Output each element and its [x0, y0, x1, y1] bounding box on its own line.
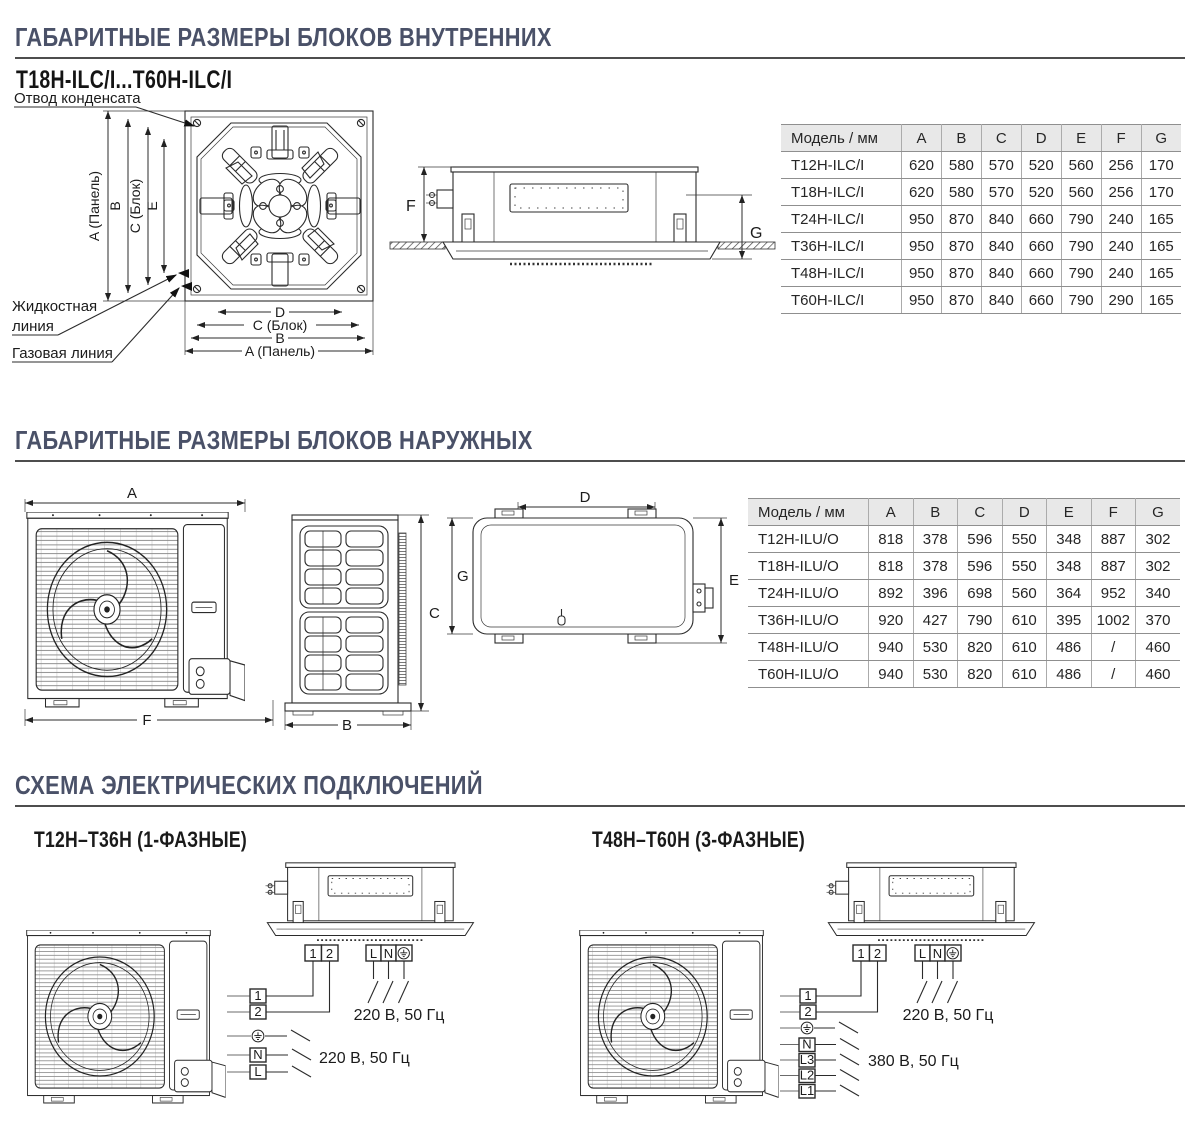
- table-row: [748, 634, 1180, 661]
- terminal-1: 1: [254, 988, 262, 1003]
- value-cell: 486: [1047, 634, 1092, 661]
- dim-a-panel-left: A (Панель): [86, 170, 102, 242]
- dim-a-bottom: A (Панель): [244, 343, 316, 359]
- indoor-unit: [266, 863, 474, 940]
- value-cell: 530: [913, 634, 958, 661]
- value-cell: 790: [1061, 287, 1101, 314]
- value-cell: 820: [958, 634, 1003, 661]
- value-cell: /: [1091, 634, 1136, 661]
- value-cell: 165: [1141, 206, 1181, 233]
- callout-liquid-2: линия: [12, 318, 54, 335]
- value-cell: 240: [1101, 260, 1141, 287]
- dim-column-header: C: [958, 499, 1003, 526]
- value-cell: 818: [869, 553, 914, 580]
- indoor-terminal-block: [305, 945, 338, 961]
- indoor-terminal-block: [853, 945, 886, 961]
- callout-liquid-1: Жидкостная: [12, 298, 98, 315]
- model-cell: T24H-ILU/O: [748, 580, 869, 607]
- value-cell: 560: [1061, 179, 1101, 206]
- value-cell: 660: [1021, 206, 1061, 233]
- value-cell: 610: [1002, 661, 1047, 688]
- terminal-n: N: [932, 946, 943, 961]
- outdoor-supply-wires: [814, 1022, 859, 1096]
- dim-column-header: C: [981, 125, 1021, 152]
- value-cell: 840: [981, 287, 1021, 314]
- dim-column-header: D: [1002, 499, 1047, 526]
- dim-d-label: D: [579, 489, 591, 506]
- value-cell: 818: [869, 526, 914, 553]
- model-cell: T12H-ILC/I: [781, 152, 902, 179]
- wiring-diagram-single-phase: [15, 853, 565, 1129]
- value-cell: 240: [1101, 206, 1141, 233]
- value-cell: 620: [902, 152, 942, 179]
- model-column-header: Модель / мм: [781, 125, 902, 152]
- value-cell: 302: [1136, 526, 1181, 553]
- value-cell: 530: [913, 661, 958, 688]
- dim-b-label: B: [341, 717, 353, 734]
- model-cell: T60H-ILC/I: [781, 287, 902, 314]
- value-cell: 870: [941, 206, 981, 233]
- value-cell: 570: [981, 152, 1021, 179]
- terminal-1: 1: [804, 988, 812, 1003]
- dim-column-header: A: [869, 499, 914, 526]
- terminal-2: 2: [873, 946, 882, 961]
- section-title-wiring: СХЕМА ЭЛЕКТРИЧЕСКИХ ПОДКЛЮЧЕНИЙ: [15, 770, 483, 800]
- section-title-outdoor: ГАБАРИТНЫЕ РАЗМЕРЫ БЛОКОВ НАРУЖНЫХ: [15, 425, 533, 455]
- earth-icon: [801, 1022, 813, 1034]
- terminal-l1: L1: [799, 1083, 815, 1098]
- dim-c-bottom: C (Блок): [252, 317, 308, 333]
- value-cell: 170: [1141, 152, 1181, 179]
- value-cell: 550: [1002, 526, 1047, 553]
- table-row: [781, 260, 1181, 287]
- terminal-2: 2: [804, 1004, 812, 1019]
- model-cell: T18H-ILU/O: [748, 553, 869, 580]
- indoor-unit: [827, 863, 1035, 940]
- value-cell: 520: [1021, 152, 1061, 179]
- value-cell: 460: [1136, 661, 1181, 688]
- model-cell: T48H-ILU/O: [748, 634, 869, 661]
- table-row: [748, 661, 1180, 688]
- dim-c-label: C: [429, 605, 440, 622]
- value-cell: 950: [902, 233, 942, 260]
- value-cell: 364: [1047, 580, 1092, 607]
- terminal-2: 2: [325, 946, 334, 961]
- value-cell: 165: [1141, 233, 1181, 260]
- callout-condensate: Отвод конденсата: [14, 90, 141, 107]
- value-cell: 698: [958, 580, 1003, 607]
- value-cell: 790: [1061, 260, 1101, 287]
- model-column-header: Модель / мм: [748, 499, 869, 526]
- dim-column-header: F: [1101, 125, 1141, 152]
- outdoor-terminal-block: [227, 988, 266, 1019]
- terminal-l: L: [369, 946, 378, 961]
- divider: [15, 57, 1185, 59]
- value-cell: 952: [1091, 580, 1136, 607]
- decor-panel: [443, 242, 720, 259]
- value-cell: 790: [1061, 233, 1101, 260]
- value-cell: 520: [1021, 179, 1061, 206]
- value-cell: 840: [981, 206, 1021, 233]
- value-cell: 378: [913, 526, 958, 553]
- value-cell: 165: [1141, 287, 1181, 314]
- value-cell: 396: [913, 580, 958, 607]
- dim-c-left: C (Блок): [127, 178, 143, 234]
- supply-label-outdoor: 220 В, 50 Гц: [319, 1050, 410, 1067]
- indoor-dims-bottom: [185, 301, 373, 359]
- model-cell: T36H-ILU/O: [748, 607, 869, 634]
- dim-d-bottom: D: [274, 304, 286, 320]
- dim-column-header: G: [1136, 499, 1181, 526]
- value-cell: 790: [958, 607, 1003, 634]
- value-cell: 170: [1141, 179, 1181, 206]
- outdoor-side-view: [285, 515, 440, 734]
- value-cell: 596: [958, 553, 1003, 580]
- value-cell: 950: [902, 206, 942, 233]
- table-row: [748, 553, 1180, 580]
- value-cell: 348: [1047, 553, 1092, 580]
- divider: [15, 460, 1185, 462]
- model-cell: T36H-ILC/I: [781, 233, 902, 260]
- value-cell: 378: [913, 553, 958, 580]
- value-cell: 165: [1141, 260, 1181, 287]
- outdoor-views-drawing: [5, 478, 745, 743]
- liquid-pipe-nub: [178, 269, 189, 278]
- dim-g-label: G: [750, 225, 763, 242]
- ceiling-hatch-left: [390, 242, 445, 249]
- outdoor-top-view: [447, 489, 739, 643]
- dim-column-header: B: [941, 125, 981, 152]
- value-cell: 660: [1021, 287, 1061, 314]
- terminal-1: 1: [857, 946, 865, 961]
- dim-f-label: F: [142, 712, 152, 729]
- table-row: [781, 233, 1181, 260]
- value-cell: 302: [1136, 553, 1181, 580]
- value-cell: 950: [902, 287, 942, 314]
- table-row: [748, 607, 1180, 634]
- value-cell: 395: [1047, 607, 1092, 634]
- dim-column-header: F: [1091, 499, 1136, 526]
- terminal-n: N: [383, 946, 394, 961]
- value-cell: 940: [869, 634, 914, 661]
- terminal-l: L: [918, 946, 927, 961]
- table-row: [781, 152, 1181, 179]
- dim-column-header: E: [1047, 499, 1092, 526]
- value-cell: 920: [869, 607, 914, 634]
- indoor-model-range: T18H-ILC/I...T60H-ILC/I: [16, 66, 233, 94]
- table-header-row: [748, 499, 1180, 526]
- model-cell: T60H-ILU/O: [748, 661, 869, 688]
- value-cell: 256: [1101, 179, 1141, 206]
- supply-label-outdoor: 380 В, 50 Гц: [868, 1053, 959, 1070]
- value-cell: 560: [1061, 152, 1101, 179]
- value-cell: 660: [1021, 233, 1061, 260]
- value-cell: 870: [941, 233, 981, 260]
- terminal-1: 1: [309, 946, 317, 961]
- terminal-n: N: [802, 1036, 812, 1052]
- value-cell: 570: [981, 179, 1021, 206]
- wiring-subtitle-three: T48H–T60H (3-ФАЗНЫЕ): [592, 827, 805, 852]
- dim-b-left: B: [107, 201, 123, 211]
- wiring-diagram-three-phase: [578, 853, 1138, 1129]
- condenser-fins: [399, 533, 406, 685]
- value-cell: 887: [1091, 553, 1136, 580]
- value-cell: 950: [902, 260, 942, 287]
- value-cell: 870: [941, 287, 981, 314]
- value-cell: 427: [913, 607, 958, 634]
- table-row: [781, 206, 1181, 233]
- indoor-side-view-drawing: [390, 138, 775, 298]
- dim-e-left: E: [144, 201, 160, 211]
- indoor-dims-left: [86, 111, 185, 301]
- table-header-row: [781, 125, 1181, 152]
- model-cell: T24H-ILC/I: [781, 206, 902, 233]
- value-cell: 660: [1021, 260, 1061, 287]
- value-cell: 580: [941, 152, 981, 179]
- dim-e-label: E: [729, 572, 740, 589]
- outdoor-front-view: [25, 485, 273, 729]
- table-row: [748, 580, 1180, 607]
- value-cell: 892: [869, 580, 914, 607]
- outdoor-power-block: [227, 1030, 266, 1079]
- value-cell: 887: [1091, 526, 1136, 553]
- table-row: [781, 179, 1181, 206]
- indoor-top-view-drawing: [8, 92, 388, 384]
- value-cell: 620: [902, 179, 942, 206]
- table-row: [781, 287, 1181, 314]
- section-title-indoor: ГАБАРИТНЫЕ РАЗМЕРЫ БЛОКОВ ВНУТРЕННИХ: [15, 22, 552, 52]
- terminal-2: 2: [254, 1004, 262, 1019]
- model-cell: T12H-ILU/O: [748, 526, 869, 553]
- value-cell: 1002: [1091, 607, 1136, 634]
- divider: [15, 805, 1185, 807]
- dim-b-bottom: B: [275, 330, 285, 346]
- value-cell: 340: [1136, 580, 1181, 607]
- value-cell: 370: [1136, 607, 1181, 634]
- outdoor-dimensions-table: [748, 498, 1180, 688]
- dim-column-header: A: [902, 125, 942, 152]
- value-cell: 560: [1002, 580, 1047, 607]
- dim-f-label: F: [406, 198, 416, 215]
- supply-label-indoor: 220 В, 50 Гц: [902, 1007, 994, 1024]
- model-cell: T18H-ILC/I: [781, 179, 902, 206]
- terminal-l2: L2: [799, 1067, 815, 1083]
- value-cell: 240: [1101, 233, 1141, 260]
- terminal-l: L: [254, 1064, 262, 1079]
- value-cell: /: [1091, 661, 1136, 688]
- callout-gas: Газовая линия: [12, 345, 113, 362]
- outdoor-unit: [580, 930, 779, 1103]
- earth-icon: [947, 948, 958, 959]
- outdoor-supply-wires: [265, 1030, 311, 1077]
- value-cell: 840: [981, 233, 1021, 260]
- value-cell: 610: [1002, 634, 1047, 661]
- value-cell: 580: [941, 179, 981, 206]
- ceiling-hatch-right: [718, 242, 775, 249]
- value-cell: 820: [958, 661, 1003, 688]
- value-cell: 460: [1136, 634, 1181, 661]
- dim-g-label: G: [457, 568, 469, 585]
- interconnect-wires: [816, 961, 878, 1012]
- terminal-l3: L3: [799, 1052, 815, 1067]
- dim-column-header: G: [1141, 125, 1181, 152]
- value-cell: 596: [958, 526, 1003, 553]
- supply-label-indoor: 220 В, 50 Гц: [353, 1007, 445, 1024]
- value-cell: 290: [1101, 287, 1141, 314]
- wiring-subtitle-single: T12H–T36H (1-ФАЗНЫЕ): [34, 827, 247, 852]
- dim-column-header: B: [913, 499, 958, 526]
- indoor-power-block: [915, 945, 961, 961]
- dim-column-header: D: [1021, 125, 1061, 152]
- outdoor-terminal-block: [780, 988, 816, 1019]
- dim-a-label: A: [126, 485, 138, 502]
- value-cell: 610: [1002, 607, 1047, 634]
- earth-icon: [252, 1030, 264, 1042]
- value-cell: 486: [1047, 661, 1092, 688]
- value-cell: 550: [1002, 553, 1047, 580]
- value-cell: 940: [869, 661, 914, 688]
- indoor-supply-wires: [917, 961, 958, 1003]
- dim-column-header: E: [1061, 125, 1101, 152]
- value-cell: 790: [1061, 206, 1101, 233]
- table-row: [748, 526, 1180, 553]
- outdoor-unit: [27, 930, 226, 1103]
- earth-icon: [398, 948, 409, 959]
- model-cell: T48H-ILC/I: [781, 260, 902, 287]
- value-cell: 870: [941, 260, 981, 287]
- value-cell: 840: [981, 260, 1021, 287]
- value-cell: 256: [1101, 152, 1141, 179]
- indoor-power-block: [366, 945, 412, 961]
- interconnect-wires: [266, 961, 330, 1012]
- indoor-supply-wires: [368, 961, 409, 1003]
- value-cell: 348: [1047, 526, 1092, 553]
- outdoor-power-block: [780, 1022, 815, 1098]
- indoor-dimensions-table: [781, 124, 1181, 314]
- terminal-n: N: [253, 1047, 263, 1062]
